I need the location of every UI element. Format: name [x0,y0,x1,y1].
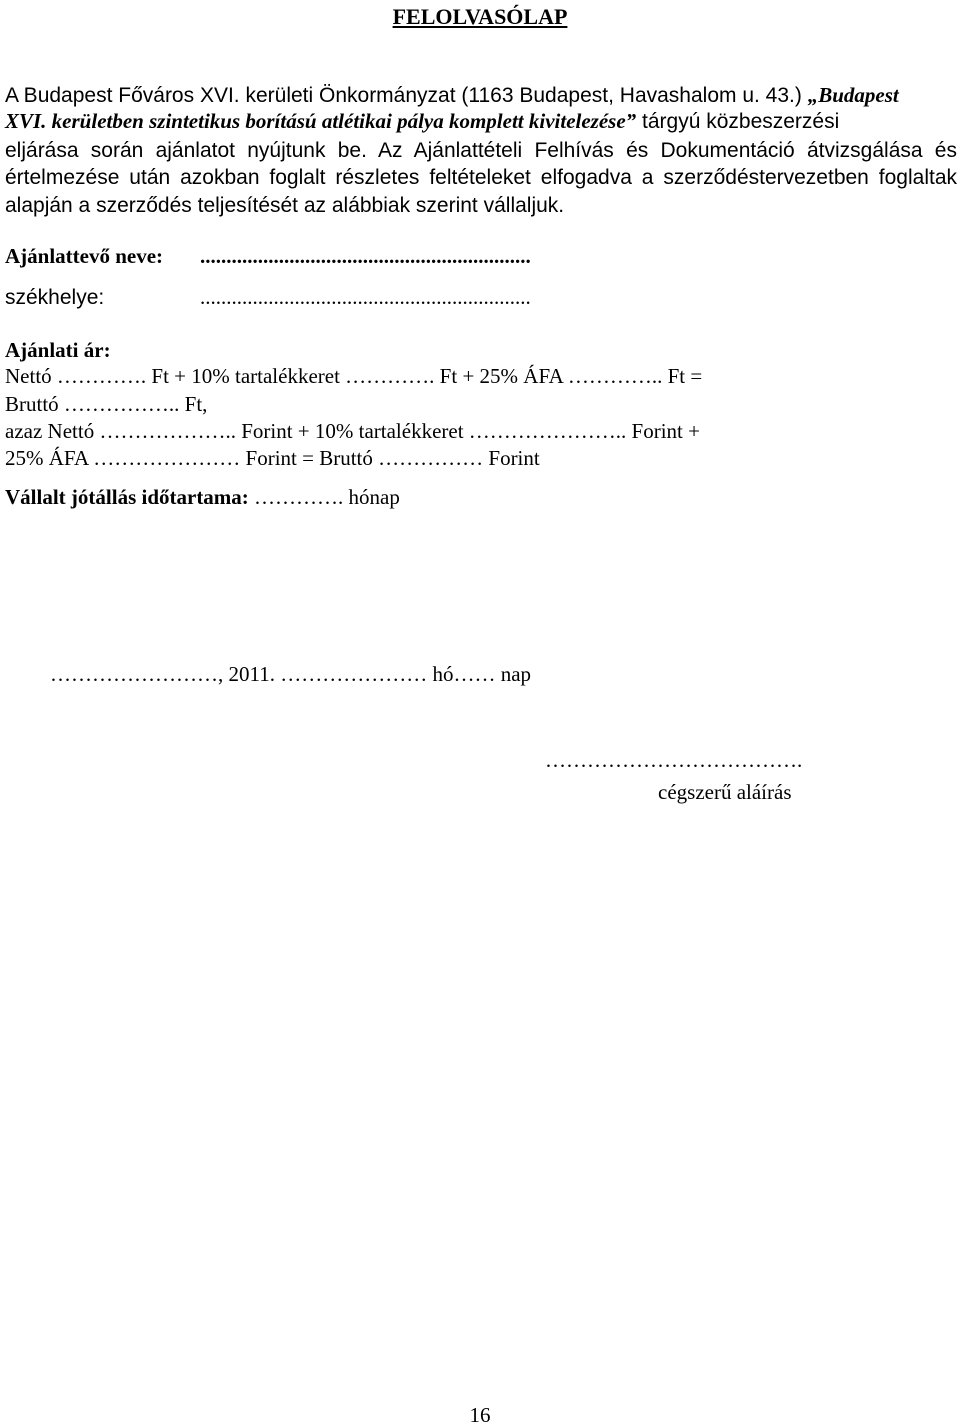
warranty-row [5,483,400,511]
bidder-name-field[interactable]: ............................................................... [200,244,531,268]
warranty-label: Vállalt jótállás időtartama: [5,485,249,509]
bidder-seat-field[interactable]: ............................................................... [200,285,531,309]
date-line: ……………………, 2011. ………………… hó…… nap [50,662,532,686]
bidder-name-row [5,242,531,270]
intro-line-4: értelmezése után azokban foglalt részletes feltételeket elfogadva a szerződéstervezetben foglaltak [5,166,957,189]
price-heading: Ajánlati ár: [5,338,111,362]
intro-line-2: XVI. kerületben szintetikus borítású atlétikai pálya komplett kivitelezése” tárgyú közbeszerzési [5,109,840,133]
signature-caption: cégszerű aláírás [658,780,792,804]
price-line-2: Bruttó …………….. Ft, [5,392,208,416]
intro-line-5: alapján a szerződés teljesítését az alábbiak szerint vállaljuk. [5,194,565,217]
intro-line-1: A Budapest Főváros XVI. kerületi Önkormányzat (1163 Budapest, Havashalom u. 43.) „Budapest [5,83,899,107]
page-title: FELOLVASÓLAP [392,4,568,29]
signature-line: ………………………………. [545,748,803,772]
bidder-seat-row [5,283,531,312]
bidder-name-label: Ajánlattevő neve: [5,244,164,268]
page-number: 16 [469,1403,491,1427]
price-line-3: azaz Nettó ……………….. Forint + 10% tartalékkeret ………………….. Forint + [5,419,700,443]
price-line-4: 25% ÁFA ………………… Forint = Bruttó …………… Forint [5,446,540,470]
price-line-1: Nettó …………. Ft + 10% tartalékkeret …………. Ft + 25% ÁFA ………….. Ft = [5,364,703,388]
intro-line-3: eljárása során ajánlatot nyújtunk be. Az Ajánlattételi Felhívás és Dokumentáció átvizsgálása és [5,139,957,162]
warranty-value[interactable]: …………. hónap [248,485,400,509]
bidder-seat-label: székhelye: [5,286,105,309]
